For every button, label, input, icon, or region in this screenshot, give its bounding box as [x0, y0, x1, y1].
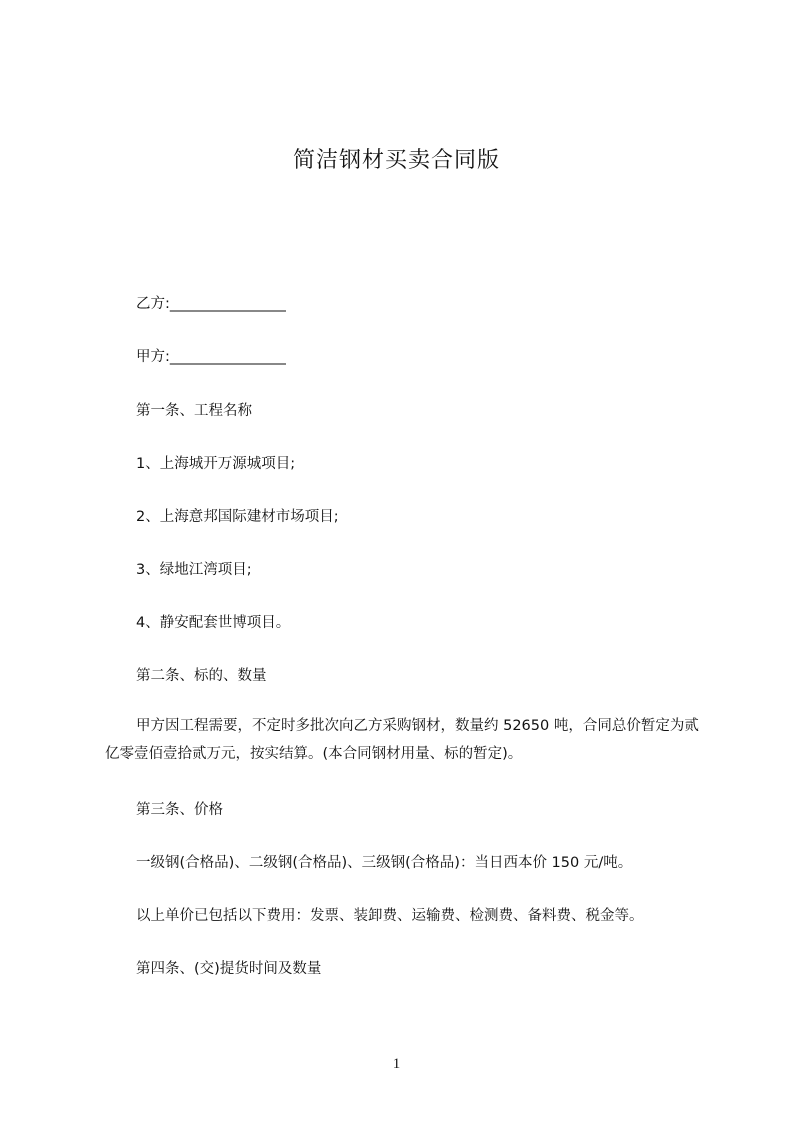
- article-1-item: 2、上海意邦国际建材市场项目;: [136, 509, 339, 525]
- article-3-price-line: 一级钢(合格品)、二级钢(合格品)、三级钢(合格品)：当日西本价 150 元/吨。: [136, 855, 633, 871]
- article-1-item: 1、上海城开万源城项目;: [136, 456, 296, 472]
- article-1-heading: 第一条、工程名称: [136, 403, 252, 419]
- party-b-line: 乙方:________________: [136, 296, 286, 312]
- article-1-item: 3、绿地江湾项目;: [136, 562, 252, 578]
- article-4-heading: 第四条、(交)提货时间及数量: [136, 961, 322, 977]
- article-2-paragraph: [105, 712, 705, 768]
- contract-title: 简洁钢材买卖合同版: [292, 148, 500, 173]
- article-2-body: 甲方因工程需要，不定时多批次向乙方采购钢材，数量约 52650 吨，合同总价暂定为贰亿零壹佰壹拾贰万元，按实结算。(本合同钢材用量、标的暂定)。: [105, 718, 699, 762]
- article-3-fees-line: 以上单价已包括以下费用：发票、装卸费、运输费、检测费、备料费、税金等。: [136, 908, 644, 924]
- party-a-line: 甲方:________________: [136, 349, 286, 365]
- article-3-heading: 第三条、价格: [136, 802, 223, 818]
- article-2-heading: 第二条、标的、数量: [136, 668, 267, 684]
- page-number: 1: [392, 1056, 401, 1072]
- article-1-item: 4、静安配套世博项目。: [136, 615, 291, 631]
